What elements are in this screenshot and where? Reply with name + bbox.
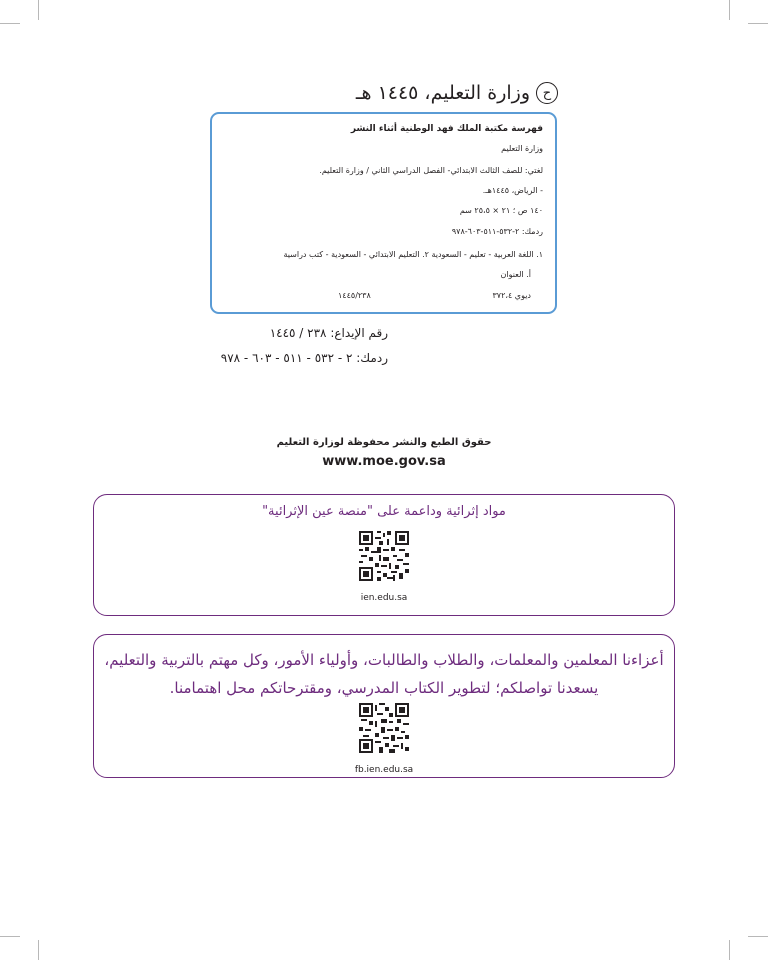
catalog-subjects: ١. اللغة العربية - تعليم - السعودية ٢. التعليم الابتدائي - السعودية - كتب دراسية: [283, 250, 543, 259]
catalog-title: فهرسة مكتبة الملك فهد الوطنية أثناء النشر: [350, 124, 543, 134]
crop-mark: [0, 936, 20, 937]
crop-mark: [0, 23, 20, 24]
catalog-book-title: لغتي: للصف الثالث الابتدائي- الفصل الدراسي الثاني / وزارة التعليم.: [319, 166, 543, 175]
rights-notice: حقوق الطبع والنشر محفوظة لوزارة التعليم: [276, 437, 492, 448]
crop-mark: [729, 0, 730, 20]
copyright-icon: ح: [536, 82, 558, 104]
feedback-box: [93, 634, 675, 778]
qr-url-label[interactable]: ien.edu.sa: [360, 593, 408, 603]
deposit-number: رقم الإيداع: ٢٣٨ / ١٤٤٥: [269, 326, 388, 340]
qr-code-icon[interactable]: [359, 703, 409, 753]
catalog-title-entry: أ. العنوان: [500, 270, 531, 279]
catalog-publisher: وزارة التعليم: [501, 144, 543, 153]
crop-mark: [748, 23, 768, 24]
crop-mark: [729, 940, 730, 960]
enrichment-box: [93, 494, 675, 616]
ministry-url[interactable]: www.moe.gov.sa: [322, 454, 446, 469]
crop-mark: [38, 940, 39, 960]
crop-mark: [38, 0, 39, 20]
catalog-place-year: - الرياض، ١٤٤٥هـ.: [482, 186, 543, 195]
copyright-title: وزارة التعليم، ١٤٤٥ هـ: [355, 81, 530, 104]
crop-mark: [748, 936, 768, 937]
qr-url-label[interactable]: fb.ien.edu.sa: [354, 765, 414, 775]
deposit-isbn: ردمك: ٢ - ٥٣٢ - ٥١١ - ٦٠٣ - ٩٧٨: [220, 351, 388, 365]
copyright-header: [356, 82, 558, 104]
catalog-deposit-short: ١٤٤٥/٢٣٨: [338, 291, 371, 300]
qr-code-icon[interactable]: [359, 531, 409, 581]
feedback-line-2: يسعدنا تواصلكم؛ لتطوير الكتاب المدرسي، ومقترحاتكم محل اهتمامنا.: [169, 679, 599, 697]
catalog-dewey: ديوي ٣٧٢،٤: [492, 291, 531, 300]
catalog-isbn: ردمك: ٢-٥٣٢-٥١١-٦٠٣-٩٧٨: [451, 227, 543, 236]
enrichment-text: مواد إثرائية وداعمة على "منصة عين الإثرائية": [262, 504, 506, 519]
catalog-record: [210, 112, 557, 314]
feedback-line-1: أعزاءنا المعلمين والمعلمات، والطلاب والطالبات، وأولياء الأمور، وكل مهتم بالتربية والتعليم،: [104, 651, 664, 669]
catalog-physical: ١٤٠ ص ؛ ٢١ × ٢٥،٥ سم: [459, 206, 543, 215]
